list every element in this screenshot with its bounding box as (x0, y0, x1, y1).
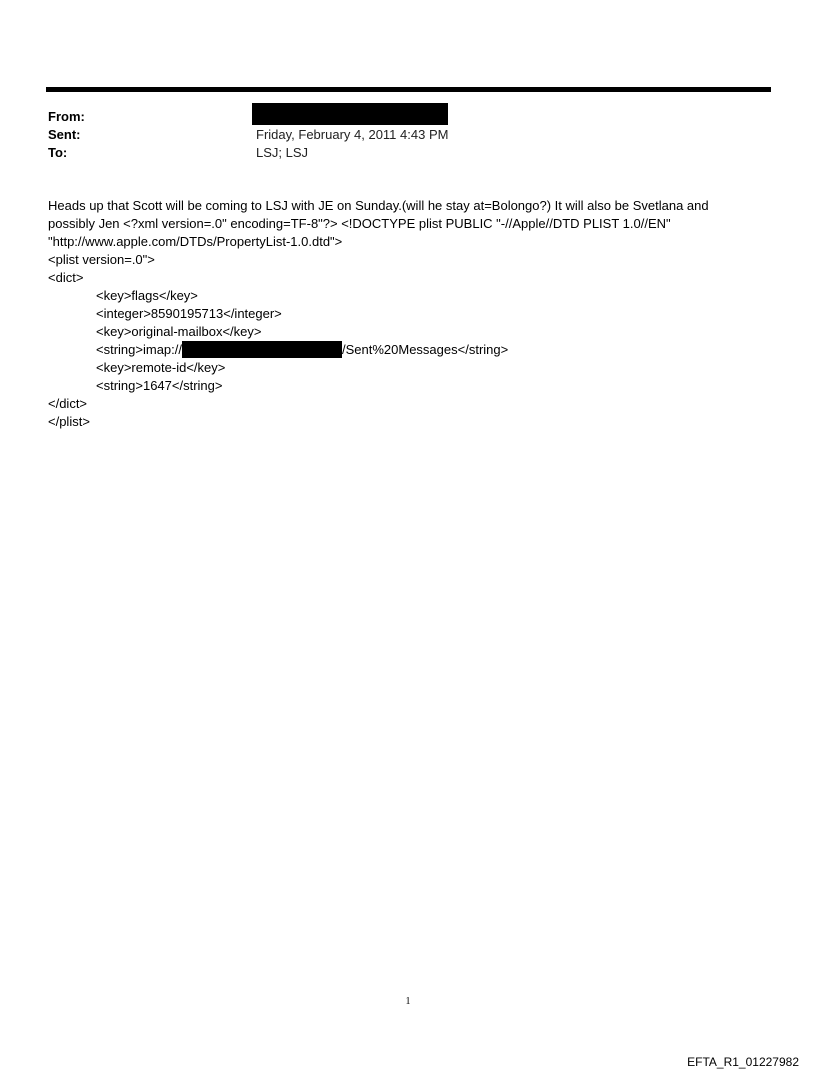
key-remote-line: <key>remote-id</key> (96, 360, 226, 376)
imap-prefix: <string>imap:// (96, 342, 182, 357)
imap-suffix: /Sent%20Messages</string> (342, 342, 509, 357)
to-value: LSJ; LSJ (256, 145, 309, 160)
sent-label: Sent: (48, 127, 81, 142)
key-mailbox-line: <key>original-mailbox</key> (96, 324, 262, 339)
to-label: To: (48, 145, 68, 160)
sent-value: Friday, February 4, 2011 4:43 PM (256, 127, 449, 142)
plist-close-line: </plist> (48, 414, 90, 430)
dict-open-line: <dict> (48, 270, 84, 285)
to-row (48, 144, 748, 162)
string-imap-line (48, 341, 768, 359)
key-flags-line: <key>flags</key> (96, 288, 198, 303)
page-number: 1 (405, 996, 411, 1007)
imap-redaction (182, 341, 342, 358)
body-line: Heads up that Scott will be coming to LSJ with JE on Sunday.(will he stay at=Bolongo?) It will also be Svetlana and (48, 198, 709, 213)
string-remote-line: <string>1647</string> (96, 378, 223, 394)
document-id: EFTA_R1_01227982 (687, 1055, 799, 1069)
from-label: From: (48, 109, 85, 124)
header-rule (46, 87, 771, 92)
dict-close-line: </dict> (48, 396, 88, 412)
from-row (48, 108, 748, 126)
email-body (48, 197, 768, 431)
sent-row (48, 126, 748, 144)
integer-flags-line: <integer>8590195713</integer> (96, 306, 282, 321)
plist-open-line: <plist version=.0"> (48, 252, 155, 267)
from-redaction (252, 103, 448, 125)
email-header (48, 108, 748, 162)
body-line: "http://www.apple.com/DTDs/PropertyList-1.0.dtd"> (48, 234, 343, 249)
body-line: possibly Jen <?xml version=.0" encoding=TF-8"?> <!DOCTYPE plist PUBLIC "-//Apple//DTD PLIST 1.0//EN" (48, 216, 671, 231)
